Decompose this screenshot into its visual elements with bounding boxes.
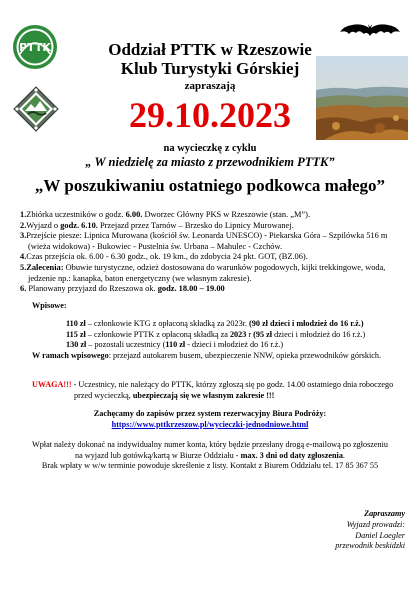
event-date: 29.10.2023 [129,95,291,135]
club-name: Klub Turystyki Górskiej [120,59,300,78]
payment-info [20,440,400,472]
warning-label: UWAGA!!! [32,380,74,389]
invite-word: zapraszają [184,80,236,92]
payment-line-1: Wpłat należy dokonać na indywidualny numer konta, który będzie przesłany drogą e-mailową po zgłoszeniu [31,440,389,449]
registration-invite [20,408,400,430]
club-badge-icon [13,86,59,132]
fees-section [32,301,402,351]
fee-ktg: 110 zł – członkowie KTG z opłaconą składką za 2023r. (90 zł dzieci i młodzież do 16 r.ż.) [66,318,364,328]
program-item-5-cont: jedzenie np.: kanapka, baton energetyczny (we własnym zakresie). [28,273,252,283]
warning-line-2: przed wycieczką, ubezpieczają się we własnym zakresie !!! [74,391,275,400]
signature-invite: Zapraszamy [364,509,405,518]
registration-link[interactable]: https://www.pttkrzeszow.pl/wycieczki-jednodniowe.html [111,420,309,429]
program-item-2: 2.Wyjazd o godz. 6.10. Przejazd przez Tarnów – Brzesko do Lipnicy Murowanej. [20,220,294,230]
program-item-3: 3.Przejście piesze: Lipnica Murowana (kościół św. Leonarda UNESCO) - Piekarska Góra – Szpilówka 516 m [20,231,388,241]
signature-led-by: Wyjazd prowadzi: [346,519,405,529]
organization-name: Oddział PTTK w Rzeszowie [108,40,312,59]
program-item-3-cont: (wieża widokowa) - Bukowiec - Pustelnia św. Urbana – Mahulec - Czchów. [28,241,283,251]
bat-icon [340,22,400,40]
guide-name: Daniel Loegler [355,530,405,540]
fee-others: 130 zł – pozostali uczestnicy (110 zł - dzieci i młodzież do 16 r.ż.) [66,340,284,350]
fees-heading: Wpisowe: [32,301,67,310]
program-item-1: 1.Zbiórka uczestników o godz. 6.00. Dworzec Główny PKS w Rzeszowie (stan. „M”). [20,210,311,219]
fee-includes: W ramach wpisowego: przejazd autokarem busem, ubezpieczenie NNW, opieka przewodników górskich. [32,351,382,360]
trip-title: „W poszukiwaniu ostatniego podkowca małego” [34,176,386,195]
program-item-4: 4.Czas przejścia ok. 6.00 - 6.30 godz., ok. 19 km., do zdobycia 24 pkt. GOT, (BZ.06). [20,252,308,262]
program-list [20,210,405,295]
registration-text: Zachęcamy do zapisów przez system rezerwacyjny Biura Podróży: [93,409,327,418]
program-item-5: 5.Zalecenia: Obuwie turystyczne, odzież dostosowana do warunków pogodowych, kijki trekkingowe, woda, [20,262,386,272]
payment-line-2: na wyjazd lub gotówką/kartą w Biurze Oddziału - max. 3 dni od daty zgłoszenia. [75,450,345,460]
pttk-logo [12,24,58,70]
pttk-logo-text: PTTK [19,41,51,54]
warning-notice: UWAGA!!! - Uczestnicy, nie należący do PTTK, którzy zgłoszą się po godz. 14.00 ostatniego dnia roboczego przed wycieczką, ubezpieczają się we własnym zakresie !!! [32,379,402,401]
program-item-6: 6. Planowany przyjazd do Rzeszowa ok. godz. 18.00 – 19.00 [20,284,225,294]
fee-pttk: 115 zł – członkowie PTTK z opłaconą składką za 2023 r (95 zł dzieci i młodzież do 16 r.ż.) [66,329,366,339]
signature-block [250,509,405,552]
cycle-name: „ W niedzielę za miasto z przewodnikiem PTTK” [85,155,335,169]
payment-line-3: Brak wpłaty w w/w terminie powoduje skreślenie z listy. Kontakt z Biurem Oddziału tel. 17 85 367 55 [41,461,379,471]
guide-role: przewodnik beskidzki [335,541,405,551]
cycle-intro: na wycieczkę z cyklu [163,143,257,154]
